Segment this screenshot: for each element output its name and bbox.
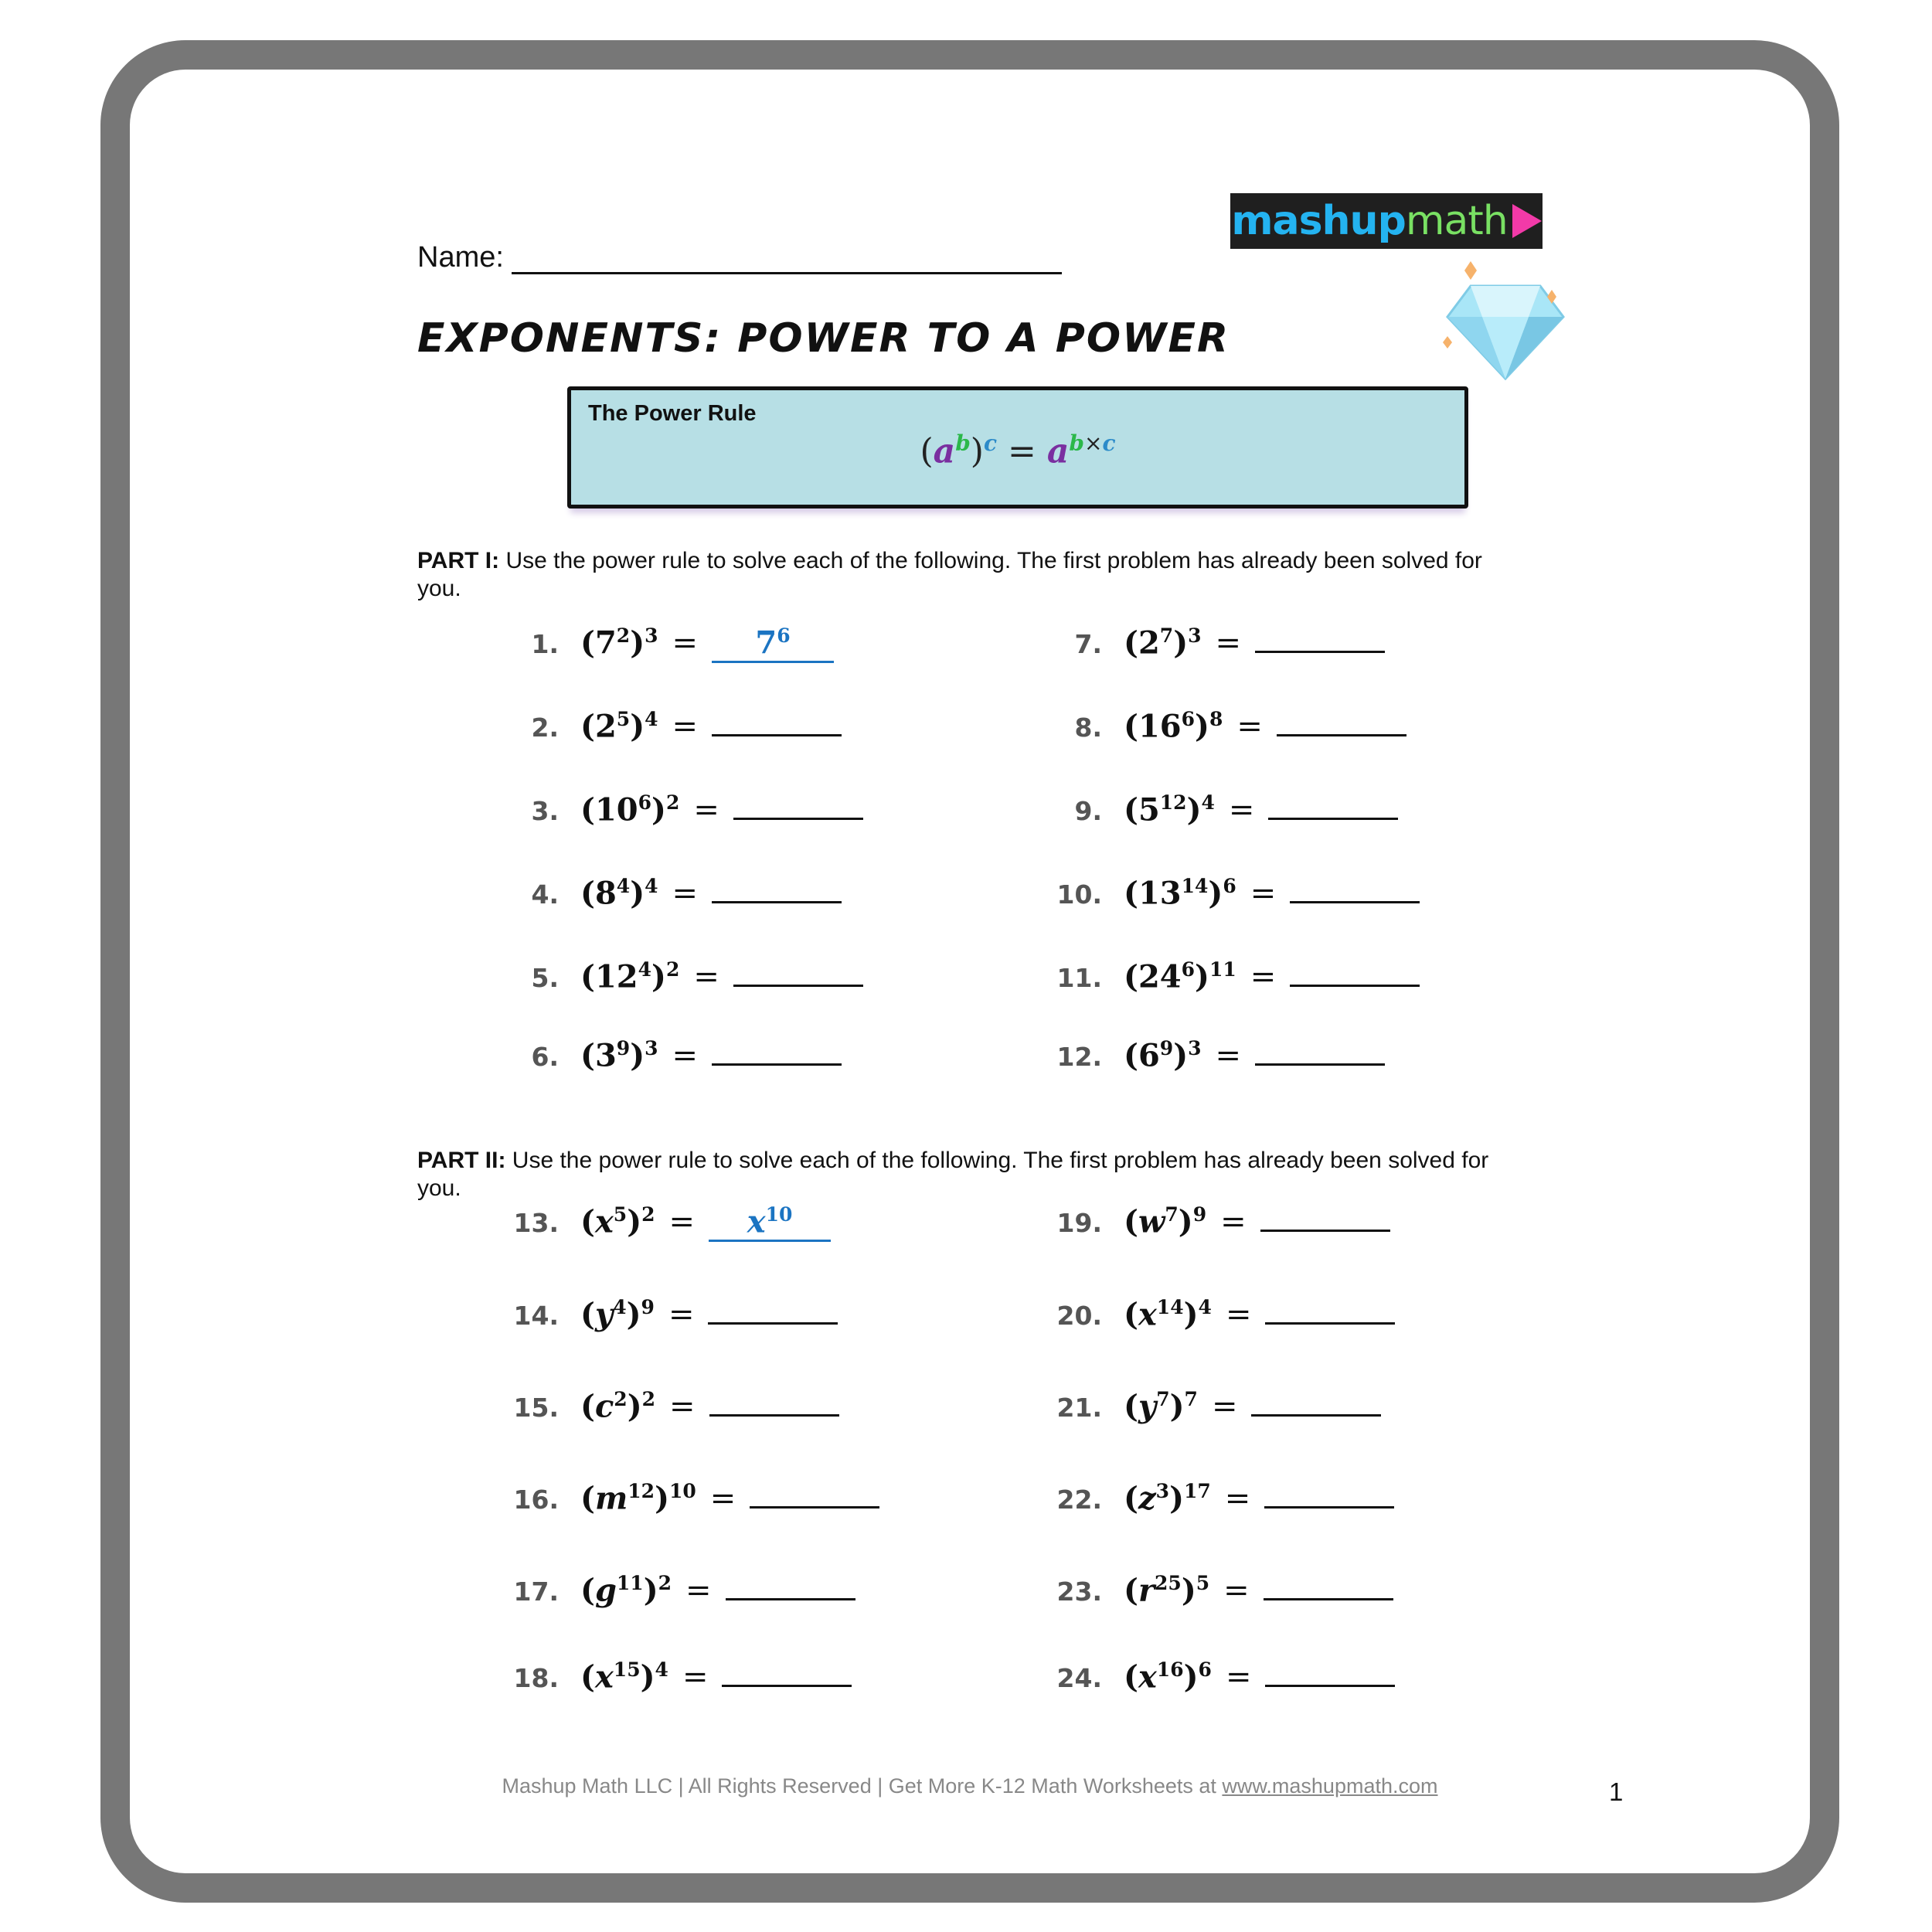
answer-blank[interactable] bbox=[1265, 1662, 1395, 1687]
rule-formula: $(a^b)^c = a^{b\times c}$ bbox=[920, 430, 1116, 471]
inner-exponent: 12 bbox=[628, 1480, 655, 1502]
equals-sign: = bbox=[668, 1204, 696, 1240]
equals-sign: = bbox=[1220, 1204, 1247, 1240]
problem-10 bbox=[1032, 875, 1420, 911]
expression-base: x bbox=[1138, 1296, 1157, 1333]
outer-exponent: 10 bbox=[669, 1480, 696, 1502]
problem-number: 10. bbox=[1056, 879, 1102, 910]
equals-sign: = bbox=[672, 1038, 699, 1074]
problem-number: 1. bbox=[531, 629, 559, 660]
expression-base: 2 bbox=[594, 708, 617, 745]
answer-blank[interactable] bbox=[726, 1575, 855, 1600]
answer-blank[interactable] bbox=[712, 711, 842, 736]
outer-exponent: 2 bbox=[658, 1572, 672, 1594]
equals-sign: = bbox=[685, 1573, 712, 1609]
answer-blank[interactable] bbox=[1277, 711, 1406, 736]
problem-number: 6. bbox=[531, 1042, 559, 1073]
problem-expression: $(2^5)^4$ bbox=[580, 708, 658, 745]
expression-base: 2 bbox=[1138, 624, 1160, 662]
equals-sign: = bbox=[1224, 1481, 1251, 1517]
expression-base: 16 bbox=[1138, 708, 1182, 745]
problem-expression: $(w^7)^9$ bbox=[1124, 1203, 1207, 1240]
problem-expression: $(x^{15})^4$ bbox=[580, 1658, 668, 1696]
diamond-icon bbox=[1440, 255, 1571, 386]
inner-exponent: 2 bbox=[614, 1388, 628, 1410]
part2-instructions bbox=[417, 1147, 1530, 1202]
problem-number: 16. bbox=[513, 1485, 559, 1515]
equals-sign: = bbox=[1236, 709, 1263, 745]
inner-exponent: 2 bbox=[616, 624, 631, 647]
expression-base: z bbox=[1138, 1480, 1156, 1517]
outer-exponent: 3 bbox=[1188, 1037, 1202, 1060]
inner-exponent: 9 bbox=[1159, 1037, 1174, 1060]
equals-sign: = bbox=[672, 625, 699, 662]
equals-sign: = bbox=[672, 876, 699, 912]
inner-exponent: 9 bbox=[616, 1037, 631, 1060]
problem-21 bbox=[1032, 1388, 1381, 1424]
problem-expression: $(r^{25})^5$ bbox=[1124, 1572, 1210, 1609]
outer-exponent: 6 bbox=[1198, 1658, 1212, 1681]
equals-sign: = bbox=[1215, 1038, 1242, 1074]
equals-sign: = bbox=[1223, 1573, 1250, 1609]
problem-expression: $(y^7)^7$ bbox=[1124, 1388, 1198, 1425]
problem-expression: $(g^{11})^2$ bbox=[580, 1572, 672, 1609]
problem-23 bbox=[1032, 1572, 1393, 1608]
expression-base: 12 bbox=[594, 958, 638, 995]
problem-22 bbox=[1032, 1480, 1394, 1516]
problem-number: 19. bbox=[1056, 1208, 1102, 1239]
outer-exponent: 8 bbox=[1209, 708, 1223, 730]
problem-18 bbox=[489, 1658, 852, 1695]
problem-expression: $(13^{14})^6$ bbox=[1124, 875, 1236, 912]
problem-expression: $(24^6)^{11}$ bbox=[1124, 958, 1236, 995]
problem-number: 17. bbox=[513, 1577, 559, 1607]
problem-number: 7. bbox=[1074, 629, 1102, 660]
answer-blank[interactable] bbox=[709, 1391, 839, 1417]
expression-base: 6 bbox=[1138, 1037, 1160, 1074]
answer-blank[interactable] bbox=[733, 794, 863, 820]
inner-exponent: 5 bbox=[613, 1203, 628, 1226]
play-triangle-icon bbox=[1512, 204, 1542, 238]
expression-base: g bbox=[594, 1572, 617, 1609]
part1-label: PART I: bbox=[417, 548, 500, 573]
inner-exponent: 14 bbox=[1181, 875, 1209, 897]
problem-7 bbox=[1032, 624, 1385, 661]
outer-exponent: 11 bbox=[1209, 958, 1236, 981]
problem-5 bbox=[489, 958, 863, 995]
problem-expression: $(x^5)^2$ bbox=[580, 1203, 655, 1240]
expression-base: c bbox=[594, 1388, 614, 1425]
outer-exponent: 2 bbox=[665, 958, 680, 981]
problem-4 bbox=[489, 875, 842, 911]
equals-sign: = bbox=[682, 1659, 709, 1696]
problem-number: 21. bbox=[1056, 1393, 1102, 1423]
footer bbox=[130, 1774, 1810, 1798]
problem-1 bbox=[489, 624, 834, 663]
problem-number: 12. bbox=[1056, 1042, 1102, 1073]
rule-label: The Power Rule bbox=[588, 401, 757, 426]
problem-8 bbox=[1032, 708, 1406, 744]
outer-exponent: 5 bbox=[1196, 1572, 1210, 1594]
problem-expression: $(2^7)^3$ bbox=[1124, 624, 1202, 662]
outer-exponent: 2 bbox=[641, 1388, 656, 1410]
worked-answer: $7^6$ bbox=[712, 624, 834, 663]
problem-9 bbox=[1032, 791, 1398, 828]
worksheet-title: EXPONENTS: POWER TO A POWER bbox=[417, 315, 1230, 362]
inner-exponent: 25 bbox=[1155, 1572, 1182, 1594]
footer-link[interactable]: www.mashupmath.com bbox=[1222, 1774, 1438, 1798]
problem-14 bbox=[489, 1296, 838, 1332]
problem-number: 15. bbox=[513, 1393, 559, 1423]
expression-base: y bbox=[594, 1296, 614, 1333]
equals-sign: = bbox=[1250, 959, 1277, 995]
footer-text: Mashup Math LLC | All Rights Reserved | Get More K-12 Math Worksheets at bbox=[502, 1774, 1223, 1798]
inner-exponent: 14 bbox=[1156, 1296, 1184, 1318]
expression-base: 5 bbox=[1138, 791, 1160, 828]
part1-instructions bbox=[417, 547, 1530, 603]
problem-expression: $(12^4)^2$ bbox=[580, 958, 680, 995]
inner-exponent: 16 bbox=[1156, 1658, 1184, 1681]
problem-number: 14. bbox=[513, 1301, 559, 1332]
problem-expression: $(16^6)^8$ bbox=[1124, 708, 1223, 745]
outer-exponent: 4 bbox=[645, 708, 658, 730]
inner-exponent: 6 bbox=[1181, 958, 1196, 981]
problem-expression: $(m^{12})^{10}$ bbox=[580, 1480, 696, 1517]
problem-expression: $(10^6)^2$ bbox=[580, 791, 680, 828]
problem-6 bbox=[489, 1037, 842, 1073]
outer-exponent: 3 bbox=[1188, 624, 1202, 647]
problem-number: 3. bbox=[531, 796, 559, 827]
outer-exponent: 4 bbox=[655, 1658, 668, 1681]
part1-text: Use the power rule to solve each of the following. The first problem has already been solved for you. bbox=[417, 548, 1482, 601]
part2-text: Use the power rule to solve each of the following. The first problem has already been solved for you. bbox=[417, 1148, 1489, 1201]
problem-number: 5. bbox=[531, 963, 559, 994]
problem-expression: $(z^3)^{17}$ bbox=[1124, 1480, 1211, 1517]
outer-exponent: 3 bbox=[645, 1037, 658, 1060]
worksheet-page bbox=[130, 70, 1810, 1873]
answer-blank[interactable] bbox=[708, 1299, 838, 1325]
inner-exponent: 7 bbox=[1159, 624, 1174, 647]
answer-blank[interactable] bbox=[733, 961, 863, 987]
problem-number: 18. bbox=[513, 1663, 559, 1694]
outer-exponent: 17 bbox=[1184, 1480, 1211, 1502]
problem-number: 9. bbox=[1074, 796, 1102, 827]
equals-sign: = bbox=[693, 959, 719, 995]
equals-sign: = bbox=[672, 709, 699, 745]
problem-17 bbox=[489, 1572, 855, 1608]
outer-exponent: 7 bbox=[1184, 1388, 1198, 1410]
expression-base: x bbox=[1138, 1658, 1157, 1696]
expression-base: 13 bbox=[1138, 875, 1182, 912]
equals-sign: = bbox=[1225, 1659, 1252, 1696]
answer-blank[interactable] bbox=[712, 1040, 842, 1066]
mashupmath-logo bbox=[1230, 193, 1543, 249]
problem-number: 20. bbox=[1056, 1301, 1102, 1332]
expression-base: r bbox=[1138, 1572, 1155, 1609]
problem-20 bbox=[1032, 1296, 1395, 1332]
inner-exponent: 4 bbox=[638, 958, 652, 981]
problem-number: 23. bbox=[1056, 1577, 1102, 1607]
inner-exponent: 12 bbox=[1159, 791, 1187, 814]
problem-number: 2. bbox=[531, 713, 559, 743]
problem-expression: $(x^{16})^6$ bbox=[1124, 1658, 1212, 1696]
answer-blank[interactable] bbox=[1251, 1391, 1381, 1417]
problem-expression: $(x^{14})^4$ bbox=[1124, 1296, 1212, 1333]
equals-sign: = bbox=[669, 1389, 696, 1425]
problem-expression: $(6^9)^3$ bbox=[1124, 1037, 1202, 1074]
expression-base: x bbox=[594, 1658, 614, 1696]
answer-blank[interactable] bbox=[1290, 961, 1420, 987]
inner-exponent: 15 bbox=[613, 1658, 641, 1681]
inner-exponent: 3 bbox=[1155, 1480, 1170, 1502]
problem-expression: $(y^4)^9$ bbox=[580, 1296, 655, 1333]
expression-base: y bbox=[1138, 1388, 1157, 1425]
problem-24 bbox=[1032, 1658, 1395, 1695]
page-frame bbox=[100, 40, 1839, 1903]
name-input-line[interactable] bbox=[512, 241, 1062, 274]
equals-sign: = bbox=[1215, 625, 1242, 662]
inner-exponent: 11 bbox=[616, 1572, 644, 1594]
expression-base: 3 bbox=[594, 1037, 617, 1074]
problem-number: 11. bbox=[1056, 963, 1102, 994]
answer-blank[interactable] bbox=[1290, 878, 1420, 903]
inner-exponent: 7 bbox=[1165, 1203, 1179, 1226]
answer-blank[interactable] bbox=[1255, 628, 1385, 653]
problem-19 bbox=[1032, 1203, 1390, 1240]
expression-base: w bbox=[1138, 1203, 1165, 1240]
expression-base: 24 bbox=[1138, 958, 1182, 995]
worked-answer: $x^{10}$ bbox=[709, 1203, 831, 1242]
problem-expression: $(5^{12})^4$ bbox=[1124, 791, 1215, 828]
inner-exponent: 7 bbox=[1156, 1388, 1170, 1410]
outer-exponent: 9 bbox=[641, 1296, 655, 1318]
problem-number: 4. bbox=[531, 879, 559, 910]
problem-11 bbox=[1032, 958, 1420, 995]
outer-exponent: 4 bbox=[1198, 1296, 1212, 1318]
equals-sign: = bbox=[693, 792, 719, 828]
expression-base: m bbox=[594, 1480, 628, 1517]
answer-blank[interactable] bbox=[750, 1483, 879, 1509]
inner-exponent: 6 bbox=[1181, 708, 1196, 730]
problem-number: 8. bbox=[1074, 713, 1102, 743]
answer-blank[interactable] bbox=[1264, 1483, 1394, 1509]
outer-exponent: 6 bbox=[1223, 875, 1236, 897]
power-rule-box bbox=[567, 386, 1468, 509]
problem-expression: $(7^2)^3$ bbox=[580, 624, 658, 662]
problem-16 bbox=[489, 1480, 879, 1516]
name-field bbox=[417, 241, 1062, 274]
outer-exponent: 2 bbox=[665, 791, 680, 814]
part2-label: PART II: bbox=[417, 1148, 506, 1173]
equals-sign: = bbox=[1228, 792, 1255, 828]
equals-sign: = bbox=[709, 1481, 736, 1517]
problem-expression: $(c^2)^2$ bbox=[580, 1388, 656, 1425]
name-label: Name: bbox=[417, 241, 504, 274]
answer-blank[interactable] bbox=[1260, 1206, 1390, 1232]
problem-2 bbox=[489, 708, 842, 744]
equals-sign: = bbox=[1225, 1297, 1252, 1333]
problem-3 bbox=[489, 791, 863, 828]
problem-number: 24. bbox=[1056, 1663, 1102, 1694]
inner-exponent: 4 bbox=[613, 1296, 627, 1318]
problem-15 bbox=[489, 1388, 839, 1424]
inner-exponent: 5 bbox=[616, 708, 631, 730]
equals-sign: = bbox=[1211, 1389, 1238, 1425]
expression-base: 10 bbox=[594, 791, 638, 828]
logo-text-math: math bbox=[1405, 198, 1508, 244]
problem-13 bbox=[489, 1203, 831, 1242]
equals-sign: = bbox=[668, 1297, 695, 1333]
outer-exponent: 9 bbox=[1192, 1203, 1207, 1226]
answer-blank[interactable] bbox=[712, 878, 842, 903]
answer-blank[interactable] bbox=[722, 1662, 852, 1687]
expression-base: 8 bbox=[594, 875, 617, 912]
expression-base: 7 bbox=[594, 624, 617, 662]
answer-blank[interactable] bbox=[1268, 794, 1398, 820]
problem-expression: $(8^4)^4$ bbox=[580, 875, 658, 912]
answer-blank[interactable] bbox=[1264, 1575, 1393, 1600]
equals-sign: = bbox=[1250, 876, 1277, 912]
answer-blank[interactable] bbox=[1255, 1040, 1385, 1066]
inner-exponent: 4 bbox=[616, 875, 631, 897]
logo-text-mashup: mashup bbox=[1231, 198, 1406, 244]
answer-blank[interactable] bbox=[1265, 1299, 1395, 1325]
problem-expression: $(3^9)^3$ bbox=[580, 1037, 658, 1074]
problem-number: 22. bbox=[1056, 1485, 1102, 1515]
expression-base: x bbox=[594, 1203, 614, 1240]
outer-exponent: 2 bbox=[641, 1203, 655, 1226]
page-number: 1 bbox=[1609, 1777, 1624, 1806]
problem-12 bbox=[1032, 1037, 1385, 1073]
problem-number: 13. bbox=[513, 1208, 559, 1239]
outer-exponent: 4 bbox=[1201, 791, 1215, 814]
outer-exponent: 3 bbox=[645, 624, 658, 647]
inner-exponent: 6 bbox=[638, 791, 652, 814]
outer-exponent: 4 bbox=[645, 875, 658, 897]
